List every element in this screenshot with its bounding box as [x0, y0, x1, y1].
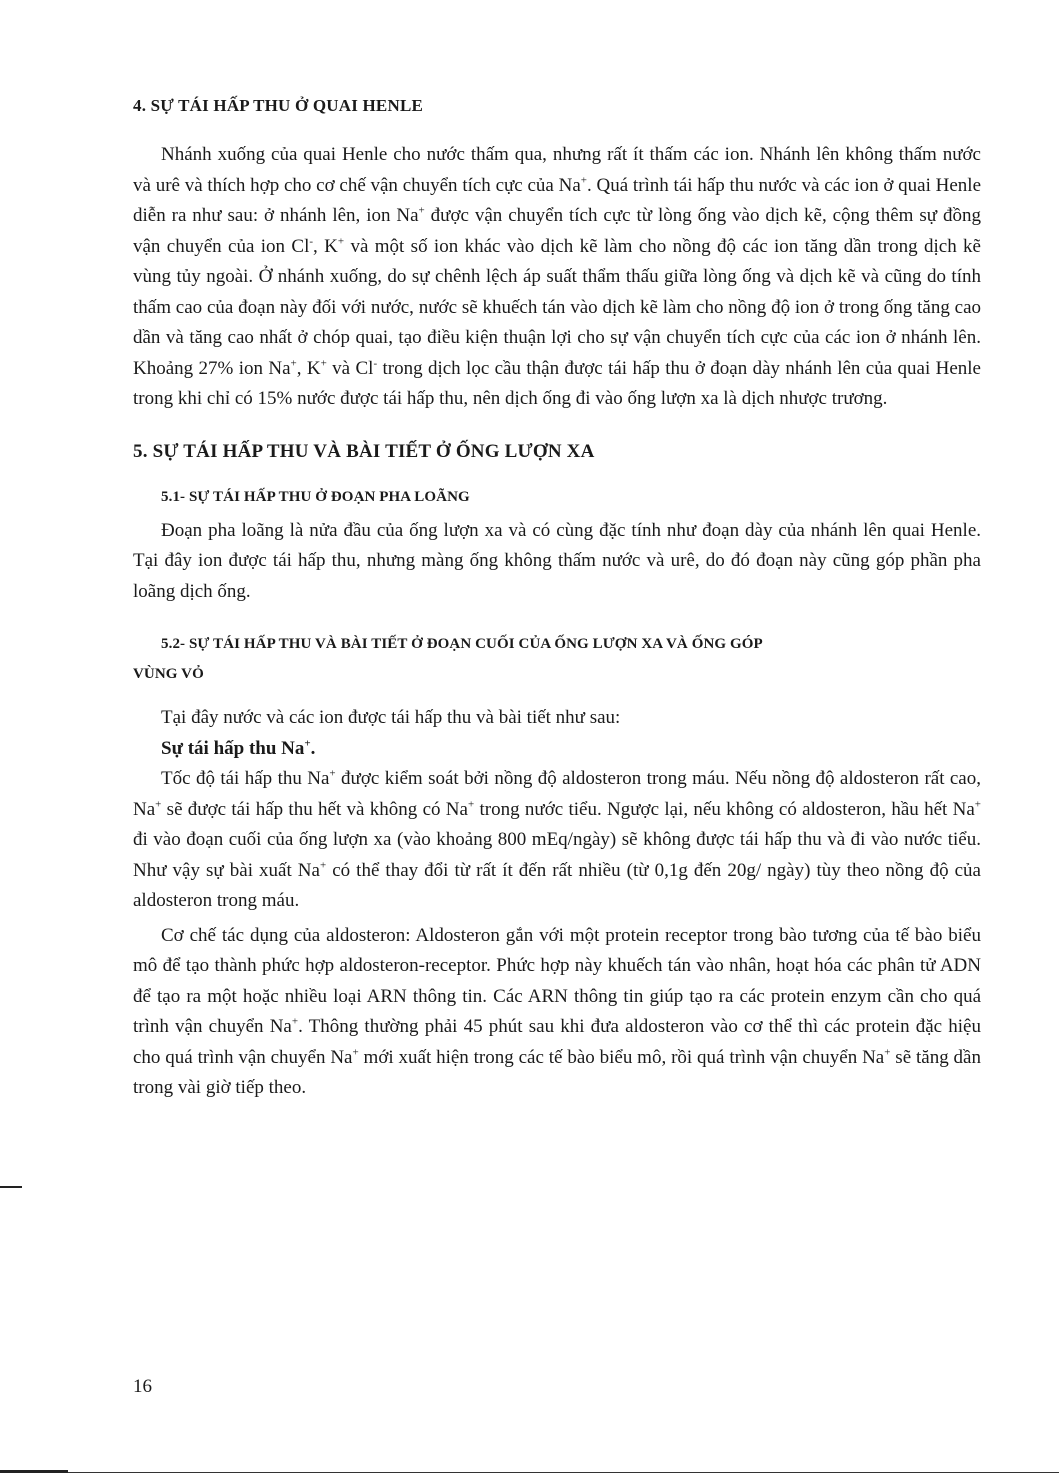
page-body	[133, 96, 981, 1104]
section-5-1-heading: 5.1- SỰ TÁI HẤP THU Ở ĐOẠN PHA LOÃNG	[161, 488, 470, 505]
section-5-2-intro: Tại đây nước và các ion được tái hấp thu và bài tiết như sau:	[161, 707, 621, 728]
section-4-paragraph: Nhánh xuống của quai Henle cho nước thấm qua, nhưng rất ít thấm các ion. Nhánh lên không thấm nước và urê và thích hợp cho cơ chế vận chuyển tích cực của Na+. Quá trình tái hấp thu nước và các ion ở quai Henle diễn ra như sau: ở nhánh lên, ion Na+ được vận chuyển tích cực từ lòng ống vào dịch kẽ, cộng thêm sự đồng vận chuyển của ion Cl-, K+ và một số ion khác vào dịch kẽ làm cho nồng độ các ion tăng dần trong dịch kẽ vùng tủy ngoài. Ở nhánh xuống, do sự chênh lệch áp suất thẩm thấu giữa lòng ống và dịch kẽ và cũng do tính thấm cao của đoạn này đối với nước, nước sẽ khuếch tán vào dịch kẽ làm cho nồng độ ion ở trong ống tăng cao dần và tăng cao nhất ở chóp quai, tạo điều kiện thuận lợi cho sự vận chuyển tích cực của các ion ở nhánh lên. Khoảng 27% ion Na+, K+ và Cl- trong dịch lọc cầu thận được tái hấp thu ở đoạn dày nhánh lên của quai Henle trong khi chỉ có 15% nước được tái hấp thu, nên dịch ống đi vào ống lượn xa là dịch nhược trương.	[133, 144, 981, 409]
sodium-reabsorption-paragraph: Tốc độ tái hấp thu Na+ được kiểm soát bởi nồng độ aldosteron trong máu. Nếu nồng độ aldosteron rất cao, Na+ sẽ được tái hấp thu hết và không có Na+ trong nước tiểu. Ngược lại, nếu không có aldosteron, hầu hết Na+ đi vào đoạn cuối của ống lượn xa (vào khoảng 800 mEq/ngày) sẽ không được tái hấp thu và đi vào nước tiểu. Như vậy sự bài xuất Na+ có thể thay đổi từ rất ít đến rất nhiều (từ 0,1g đến 20g/ ngày) tùy theo nồng độ của aldosteron trong máu.	[133, 767, 981, 911]
sodium-reabsorption-title: Sự tái hấp thu Na+.	[161, 737, 316, 759]
bottom-rule-accent	[0, 1470, 68, 1473]
section-5-2-heading: 5.2- SỰ TÁI HẤP THU VÀ BÀI TIẾT Ở ĐOẠN CUỐI CỦA ỐNG LƯỢN XA VÀ ỐNG GÓP VÙNG VỎ	[133, 636, 763, 682]
margin-mark	[0, 1186, 22, 1188]
page-number: 16	[133, 1376, 152, 1397]
section-4-heading: 4. SỰ TÁI HẤP THU Ở QUAI HENLE	[133, 96, 424, 115]
section-5-heading: 5. SỰ TÁI HẤP THU VÀ BÀI TIẾT Ở ỐNG LƯỢN XA	[133, 440, 595, 462]
aldosteron-mechanism-paragraph: Cơ chế tác dụng của aldosteron: Aldosteron gắn với một protein receptor trong bào tương của tế bào biểu mô để tạo thành phức hợp aldosteron-receptor. Phức hợp này khuếch tán vào nhân, hoạt hóa các phân tử ADN để tạo ra một hoặc nhiều loại ARN thông tin. Các ARN thông tin giúp tạo ra các protein enzym cần cho quá trình vận chuyển Na+. Thông thường phải 45 phút sau khi đưa aldosteron vào cơ thể thì các protein đặc hiệu cho quá trình vận chuyển Na+ mới xuất hiện trong các tế bào biểu mô, rồi quá trình vận chuyển Na+ sẽ tăng dần trong vài giờ tiếp theo.	[133, 924, 981, 1098]
section-5-1-paragraph: Đoạn pha loãng là nửa đầu của ống lượn xa và có cùng đặc tính như đoạn dày của nhánh lên quai Henle. Tại đây ion được tái hấp thu, nhưng màng ống không thấm nước và urê, do đó đoạn này cũng góp phần pha loãng dịch ống.	[133, 519, 981, 602]
bottom-rule	[0, 1472, 1059, 1473]
